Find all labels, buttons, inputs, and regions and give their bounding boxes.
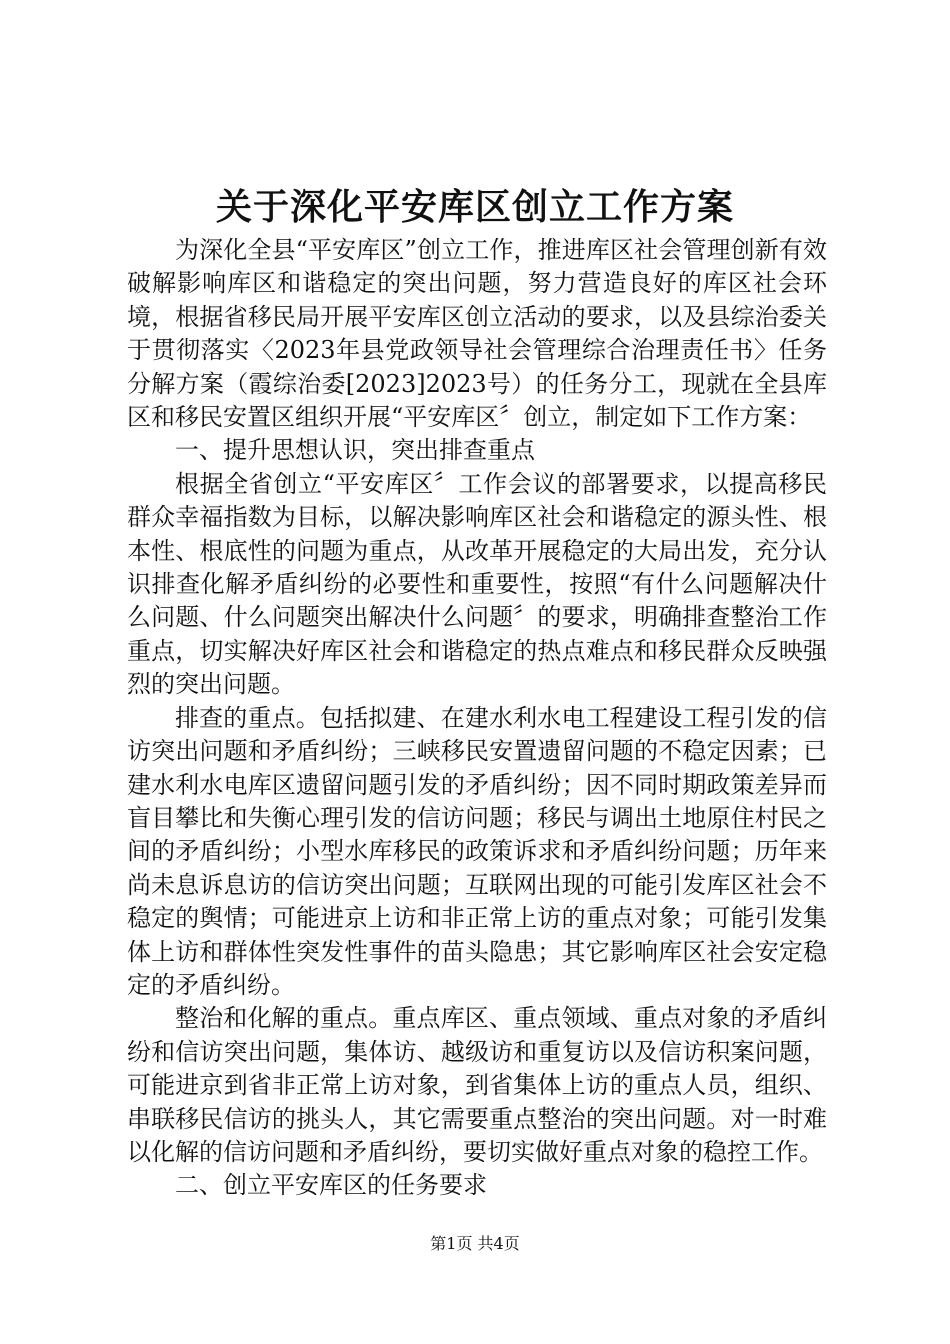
document-title: 关于深化平安库区创立工作方案: [215, 186, 734, 228]
intro-paragraph: 为深化全县“平安库区”创立工作，推进库区社会管理创新有效破解影响库区和谐稳定的突出问题，努力营造良好的库区社会环境，根据省移民局开展平安库区创立活动的要求，以及县综治委关于贯彻落实〈2023年县党政领导社会管理综合治理责任书〉任务分解方案（霞综治委[2023]2023号）的任务分工，现就在全县库区和移民安置区组织开展“平安库区〞创立，制定如下工作方案：: [127, 236, 827, 432]
rectification-focus-paragraph: 整治和化解的重点。重点库区、重点领域、重点对象的矛盾纠纷和信访突出问题，集体访、越级访和重复访以及信访积案问题，可能进京到省非正常上访对象，到省集体上访的重点人员，组织、串联移民信访的挑头人，其它需要重点整治的突出问题。对一时难以化解的信访问题和矛盾纠纷，要切实做好重点对象的稳控工作。: [127, 1004, 827, 1166]
investigation-focus-paragraph: 排查的重点。包括拟建、在建水利水电工程建设工程引发的信访突出问题和矛盾纠纷；三峡移民安置遗留问题的不稳定因素；已建水利水电库区遗留问题引发的矛盾纠纷；因不同时期政策差异而盲目攀比和失衡心理引发的信访问题；移民与调出土地原住村民之间的矛盾纠纷；小型水库移民的政策诉求和矛盾纠纷问题；历年来尚未息诉息访的信访突出问题；互联网出现的可能引发库区社会不稳定的舆情；可能进京上访和非正常上访的重点对象；可能引发集体上访和群体性突发性事件的苗头隐患；其它影响库区社会安定稳定的矛盾纠纷。: [127, 703, 827, 999]
page-footer: 第1页 共4页: [430, 1234, 520, 1253]
section-heading-2: 二、创立平安库区的任务要求: [175, 1171, 487, 1200]
section-heading-1: 一、提升思想认识，突出排查重点: [175, 436, 535, 465]
document-body: [127, 234, 827, 1203]
section-1-paragraph: 根据全省创立“平安库区〞工作会议的部署要求，以提高移民群众幸福指数为目标，以解决影响库区社会和谐稳定的源头性、根本性、根底性的问题为重点，从改革开展稳定的大局出发，充分认识排查化解矛盾纠纷的必要性和重要性，按照“有什么问题解决什么问题、什么问题突出解决什么问题〞的要求，明确排查整治工作重点，切实解决好库区社会和谐稳定的热点难点和移民群众反映强烈的突出问题。: [127, 469, 827, 699]
